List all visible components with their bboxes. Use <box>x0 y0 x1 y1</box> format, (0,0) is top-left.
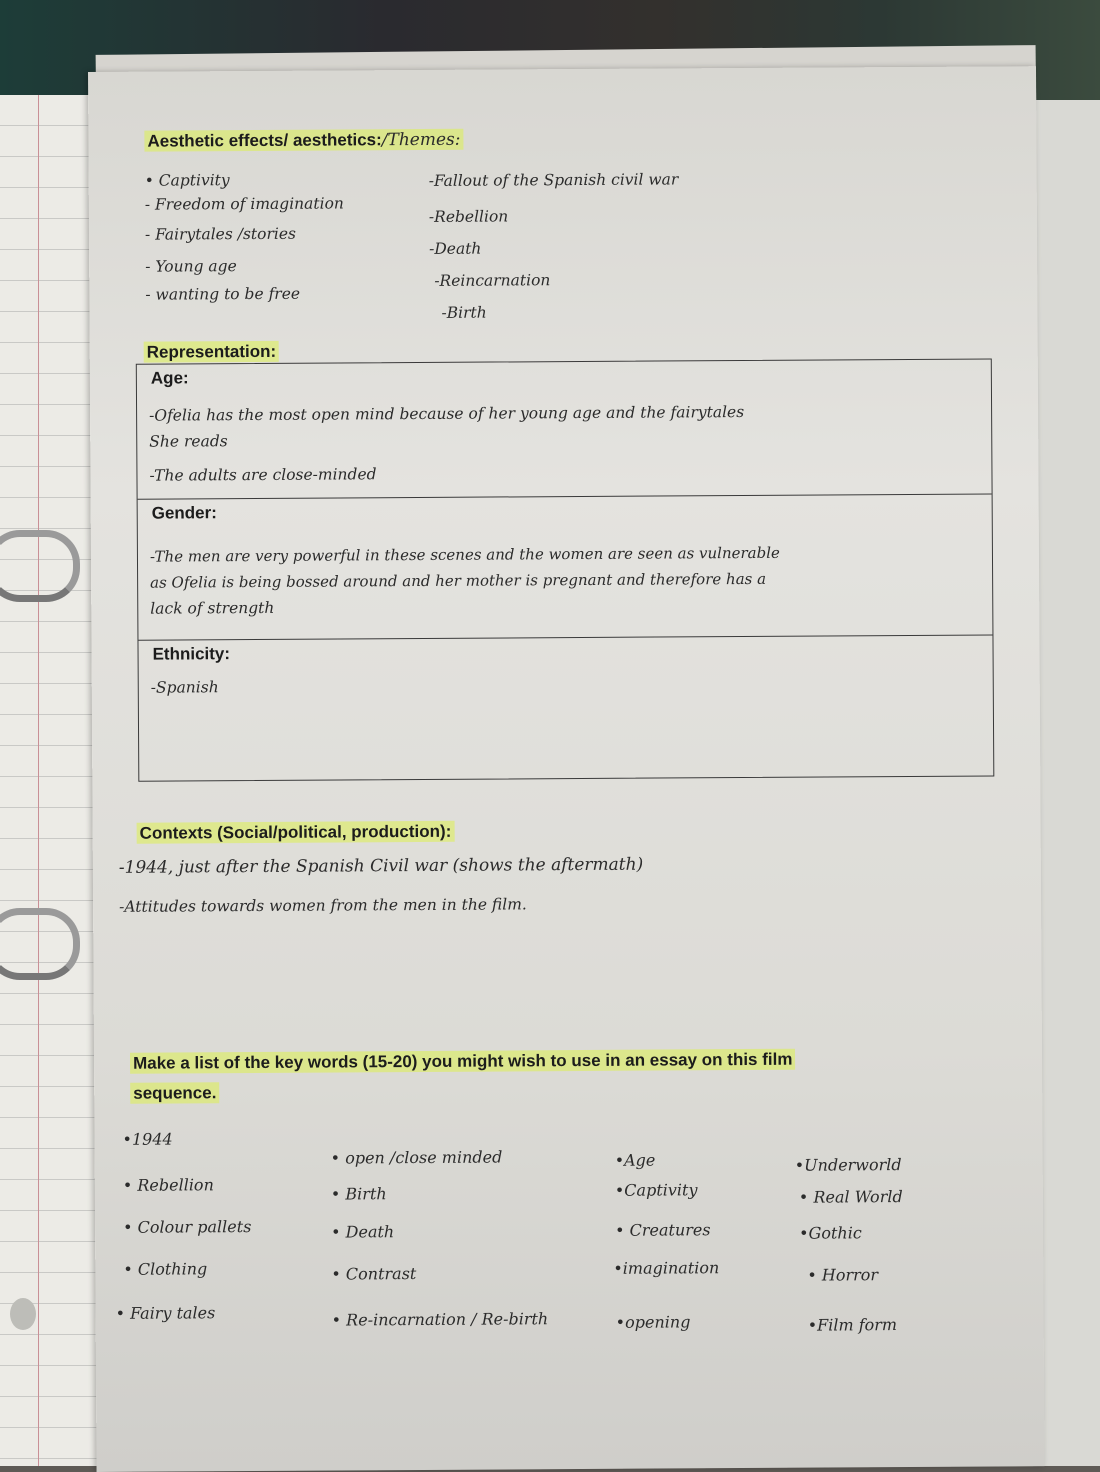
keyword-item: • Horror <box>807 1265 879 1285</box>
contexts-heading-text: Contexts (Social/political, production): <box>137 821 455 844</box>
keyword-item: • Fairy tales <box>115 1303 216 1323</box>
row-label: Gender: <box>151 503 217 523</box>
back-sheet-right <box>1035 100 1100 1466</box>
keyword-item: • Colour pallets <box>122 1217 252 1237</box>
row-label: Ethnicity: <box>152 644 231 664</box>
keyword-item: •Age <box>614 1150 656 1170</box>
theme-item: - Fairytales /stories <box>144 224 296 244</box>
row-line: -Spanish <box>150 678 219 697</box>
keyword-item: • Birth <box>330 1184 387 1204</box>
keyword-item: •1944 <box>122 1129 173 1149</box>
row-line: -The adults are close-minded <box>149 465 377 485</box>
keyword-item: •Underworld <box>794 1155 902 1175</box>
contexts-heading <box>137 822 455 844</box>
binder-margin-line <box>38 95 39 1466</box>
context-line: -Attitudes towards women from the men in the film. <box>119 895 527 916</box>
representation-heading-text: Representation: <box>144 341 280 363</box>
row-line: lack of strength <box>150 598 275 618</box>
aesthetics-heading <box>144 130 463 152</box>
worksheet-page <box>88 66 1045 1472</box>
representation-table <box>136 358 995 781</box>
representation-heading <box>144 342 280 363</box>
theme-item: -Rebellion <box>428 207 509 226</box>
row-line: -Ofelia has the most open mind because of her young age and the fairytales <box>149 402 745 425</box>
punch-hole <box>10 1298 36 1330</box>
theme-item: -Death <box>429 239 482 258</box>
binder-ring <box>0 908 80 980</box>
row-label: Age: <box>150 368 189 388</box>
representation-row-ethnicity <box>138 635 993 780</box>
keywords-heading-2 <box>130 1083 219 1104</box>
keyword-item: • Re-incarnation / Re-birth <box>331 1309 549 1330</box>
theme-item: - Young age <box>145 257 237 276</box>
keywords-heading <box>130 1050 796 1074</box>
keyword-item: •opening <box>615 1312 691 1332</box>
row-line: -The men are very powerful in these scenes and the women are seen as vulnerable <box>149 543 780 566</box>
row-line: She reads <box>149 432 228 451</box>
representation-row-age <box>137 359 992 499</box>
keyword-item: • Real World <box>798 1187 903 1207</box>
binder-ring <box>0 530 80 602</box>
theme-item: -Birth <box>441 303 487 322</box>
keyword-item: • Clothing <box>123 1259 208 1279</box>
keyword-item: • Death <box>331 1222 395 1242</box>
keyword-item: •Film form <box>807 1315 898 1335</box>
theme-item: -Fallout of the Spanish civil war <box>428 170 679 190</box>
keyword-item: • Contrast <box>331 1264 417 1284</box>
row-line: as Ofelia is being bossed around and her mother is pregnant and therefore has a <box>150 569 767 592</box>
keyword-item: • Rebellion <box>122 1175 214 1195</box>
context-line: -1944, just after the Spanish Civil war (shows the aftermath) <box>118 854 644 878</box>
theme-item: - wanting to be free <box>145 284 301 304</box>
themes-handwritten: /Themes: <box>381 129 461 151</box>
keyword-item: •Gothic <box>799 1223 862 1243</box>
keywords-heading-line1: Make a list of the key words (15-20) you might wish to use in an essay on this film <box>130 1049 796 1074</box>
theme-item: • Captivity <box>144 171 230 190</box>
theme-item: - Freedom of imagination <box>144 194 344 214</box>
keyword-item: •imagination <box>613 1258 720 1278</box>
representation-row-gender <box>138 494 993 640</box>
theme-item: -Reincarnation <box>434 271 551 290</box>
keyword-item: •Captivity <box>614 1180 698 1200</box>
keyword-item: • Creatures <box>615 1220 711 1240</box>
aesthetics-heading-text: Aesthetic effects/ aesthetics: <box>147 130 382 151</box>
keyword-item: • open /close minded <box>330 1147 503 1168</box>
keywords-heading-line2: sequence. <box>130 1082 219 1104</box>
